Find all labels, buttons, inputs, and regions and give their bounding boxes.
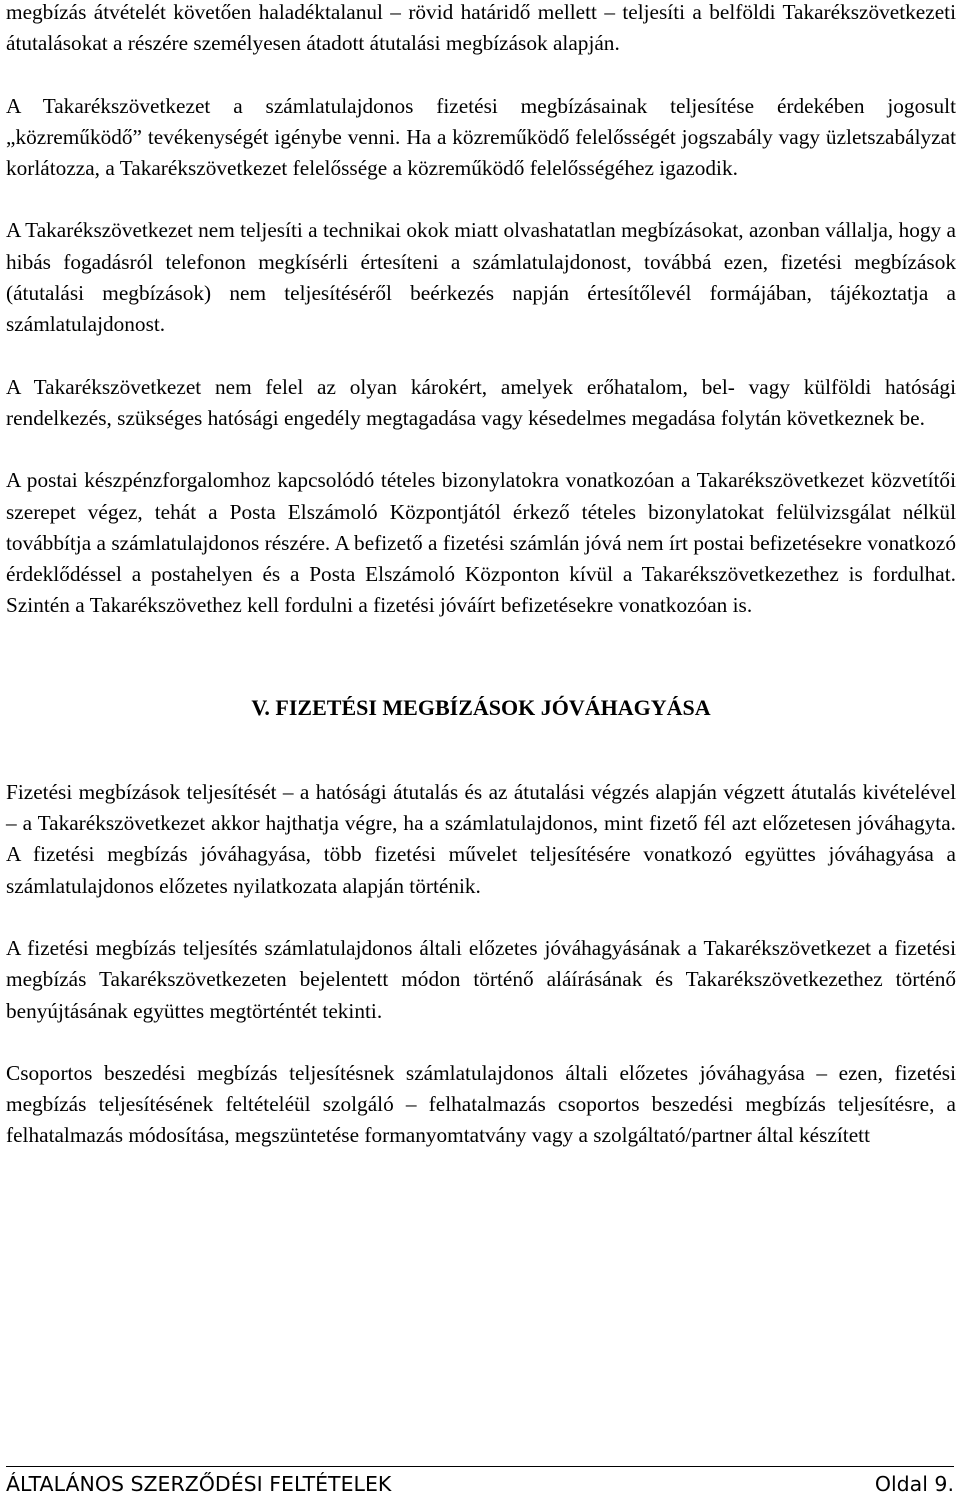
- paragraph-transfer-execution: megbízás átvételét követően haladéktalanul – rövid határidő mellett – teljesíti a belföldi Takarékszövetkezeti átutalásokat a részére személyesen átadott átutalási megbízások alapján.: [6, 0, 956, 56]
- paragraph-direct-debit: Csoportos beszedési megbízás teljesítésnek számlatulajdonos általi előzetes jóváhagyása – ezen, fizetési megbízás teljesítésének feltételéül szolgáló – felhatalmazás csoportos beszedési megbízás teljesítésre, a felhatalmazás módosítása, megszüntetése formanyomtatvány vagy a szolgáltató/partner által készített: [6, 1060, 956, 1148]
- footer-page-number: Oldal 9.: [874, 1472, 954, 1496]
- paragraph-intermediary: A Takarékszövetkezet a számlatulajdonos fizetési megbízásainak teljesítése érdekében jogosult „közreműködő” tevékenységét igénybe venni. Ha a közreműködő felelősségét jogszabály vagy üzletszabályzat korlátozza, a Takarékszövetkezet felelőssége a közreműködő felelősségéhez igazodik.: [6, 93, 956, 181]
- footer-document-title: ÁLTALÁNOS SZERZŐDÉSI FELTÉTELEK: [6, 1472, 392, 1496]
- section-heading: V. FIZETÉSI MEGBÍZÁSOK JÓVÁHAGYÁSA: [251, 694, 711, 720]
- page-footer: [6, 1466, 954, 1501]
- paragraph-liability: A Takarékszövetkezet nem felel az olyan károkért, amelyek erőhatalom, bel- vagy külföldi hatósági rendelkezés, szükséges hatósági engedély megtagadása vagy késedelmes megadása folytán következnek be.: [6, 374, 956, 430]
- paragraph-prior-approval: A fizetési megbízás teljesítés számlatulajdonos általi előzetes jóváhagyásának a Takarékszövetkezet a fizetési megbízás Takarékszövetkezeten bejelentett módon történő aláírásának és Takarékszövetkezethez történő benyújtásának együttes megtörténtét tekinti.: [6, 935, 956, 1023]
- document-page: [6, 0, 956, 1183]
- paragraph-postal-cash: A postai készpénzforgalomhoz kapcsolódó tételes bizonylatokra vonatkozóan a Takarékszövetkezet közvetítői szerepet végez, tehát a Posta Elszámoló Központjától érkező tételes bizonylatokat felülvizsgálat nélkül továbbítja a számlatulajdonos részére. A befizető a fizetési számlán jóvá nem írt postai befizetésekre vonatkozó érdeklődéssel a postahelyen és a Posta Elszámoló Központon kívül a Takarékszövetkezethez is fordulhat. Szintén a Takarékszövethez kell fordulni a fizetési jóváírt befizetésekre vonatkozóan is.: [6, 468, 956, 618]
- paragraph-approval: Fizetési megbízások teljesítését – a hatósági átutalás és az átutalási végzés alapján végzett átutalás kivételével – a Takarékszövetkezet akkor hajthatja végre, ha a számlatulajdonos, mint fizető fél azt előzetesen jóváhagyta. A fizetési megbízás jóváhagyása, több fizetési művelet teljesítésére vonatkozó együttes jóváhagyása a számlatulajdonos előzetes nyilatkozata alapján történik.: [6, 779, 956, 898]
- paragraph-unreadable-orders: A Takarékszövetkezet nem teljesíti a technikai okok miatt olvashatatlan megbízásokat, azonban vállalja, hogy a hibás fogadásról telefonon megkísérli értesíteni a számlatulajdonost, továbbá ezen, fizetési megbízások (átutalási megbízások) nem teljesítéséről beérkezés napján értesítőlevél formájában, tájékoztatja a számlatulajdonost.: [6, 218, 956, 337]
